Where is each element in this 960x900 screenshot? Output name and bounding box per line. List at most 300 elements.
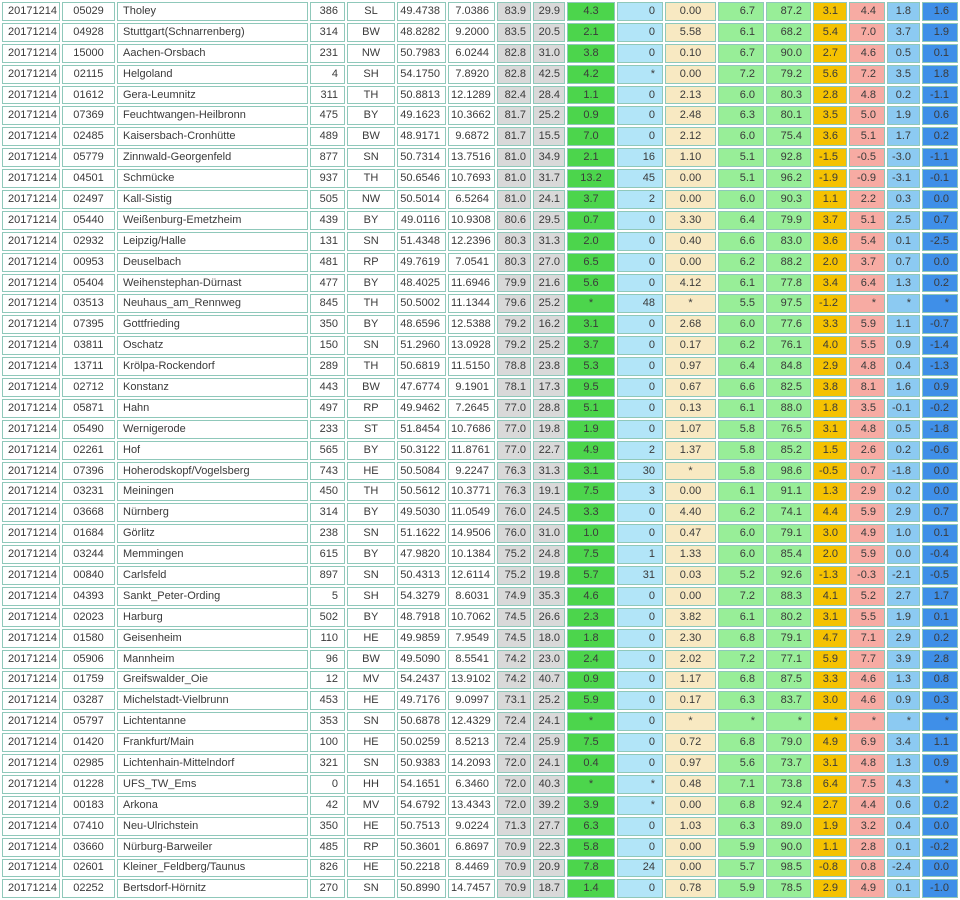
cell-metric-cyan: 0 [617,399,663,418]
cell-metric-salmon: 4.4 [849,2,885,21]
cell-station-id: 04928 [62,23,115,42]
cell-longitude: 11.1344 [448,294,495,313]
cell-metric-blue: 1.1 [922,733,958,752]
cell-metric-lightgreen-1: 7.2 [718,650,764,669]
cell-metric-lightgreen-1: 6.7 [718,44,764,63]
cell-metric-green: 1.9 [567,420,615,439]
cell-station-name: Helgoland [117,65,308,84]
cell-metric-rel-2: 25.9 [533,733,565,752]
cell-station-id: 05871 [62,399,115,418]
cell-metric-cyan: 0 [617,232,663,251]
table-row [2,23,958,42]
cell-state-code: SN [347,336,395,355]
cell-metric-rel-2: 19.1 [533,482,565,501]
cell-latitude: 50.6546 [397,169,446,188]
cell-metric-cyan: 0 [617,357,663,376]
cell-metric-cyan: 30 [617,462,663,481]
cell-latitude: 50.0259 [397,733,446,752]
cell-metric-lightblue: 2.9 [887,629,920,648]
cell-metric-blue: 2.8 [922,650,958,669]
cell-elevation: 937 [310,169,345,188]
cell-latitude: 47.6774 [397,378,446,397]
cell-longitude: 12.1289 [448,86,495,105]
cell-metric-salmon: 5.5 [849,608,885,627]
cell-state-code: BY [347,503,395,522]
cell-station-name: Carlsfeld [117,566,308,585]
cell-metric-lightgreen-1: 6.8 [718,733,764,752]
cell-metric-rel-1: 77.0 [497,399,531,418]
cell-metric-salmon: 5.5 [849,336,885,355]
cell-metric-salmon: -0.3 [849,566,885,585]
cell-metric-lightgreen-1: 6.1 [718,399,764,418]
table-row [2,524,958,543]
cell-longitude: 13.9102 [448,671,495,690]
cell-metric-rel-2: 39.2 [533,796,565,815]
cell-state-code: RP [347,253,395,272]
cell-metric-precip: 0.00 [665,587,716,606]
cell-metric-lightgreen-2: 73.7 [766,754,811,773]
cell-metric-salmon: 7.0 [849,23,885,42]
cell-state-code: SN [347,712,395,731]
cell-date: 20171214 [2,315,60,334]
cell-metric-rel-1: 72.0 [497,796,531,815]
cell-metric-lightblue: 1.9 [887,608,920,627]
cell-metric-precip: 0.48 [665,775,716,794]
cell-station-id: 01759 [62,671,115,690]
cell-metric-lightgreen-2: 91.1 [766,482,811,501]
cell-metric-lightblue: 1.3 [887,754,920,773]
cell-metric-lightgreen-2: 85.2 [766,441,811,460]
table-row [2,211,958,230]
cell-metric-green: 3.8 [567,44,615,63]
cell-station-name: Neuhaus_am_Rennweg [117,294,308,313]
cell-metric-lightgreen-2: 75.4 [766,127,811,146]
cell-station-name: Harburg [117,608,308,627]
cell-metric-lightgreen-2: 76.1 [766,336,811,355]
cell-metric-amber: 3.1 [813,754,847,773]
cell-metric-rel-2: 31.0 [533,524,565,543]
cell-metric-green: 0.4 [567,754,615,773]
cell-metric-lightgreen-2: 83.0 [766,232,811,251]
cell-station-name: Deuselbach [117,253,308,272]
cell-metric-amber: 1.8 [813,399,847,418]
cell-station-name: Schmücke [117,169,308,188]
cell-metric-lightblue: 0.1 [887,879,920,898]
cell-metric-cyan: 0 [617,315,663,334]
cell-metric-lightgreen-1: 5.9 [718,838,764,857]
cell-station-name: Konstanz [117,378,308,397]
cell-metric-amber: 5.4 [813,23,847,42]
cell-metric-green: 3.1 [567,315,615,334]
cell-metric-rel-1: 80.6 [497,211,531,230]
cell-metric-rel-1: 81.0 [497,190,531,209]
cell-station-id: 13711 [62,357,115,376]
cell-metric-lightgreen-2: 87.2 [766,2,811,21]
cell-metric-cyan: 0 [617,211,663,230]
cell-metric-cyan: * [617,796,663,815]
cell-station-id: 02023 [62,608,115,627]
cell-date: 20171214 [2,503,60,522]
cell-metric-blue: 0.2 [922,274,958,293]
cell-metric-precip: 2.02 [665,650,716,669]
cell-metric-salmon: 6.9 [849,733,885,752]
cell-elevation: 314 [310,23,345,42]
cell-station-name: Stuttgart(Schnarrenberg) [117,23,308,42]
cell-metric-salmon: 0.8 [849,859,885,878]
cell-metric-lightgreen-1: 5.9 [718,879,764,898]
cell-latitude: 48.9171 [397,127,446,146]
cell-date: 20171214 [2,420,60,439]
cell-station-name: Hoherodskopf/Vogelsberg [117,462,308,481]
cell-elevation: 743 [310,462,345,481]
cell-state-code: TH [347,357,395,376]
cell-latitude: 47.9820 [397,545,446,564]
cell-metric-precip: 2.13 [665,86,716,105]
table-row [2,608,958,627]
cell-metric-lightblue: 1.0 [887,524,920,543]
cell-metric-lightgreen-1: 5.1 [718,148,764,167]
cell-metric-rel-2: 26.6 [533,608,565,627]
cell-metric-lightgreen-2: 90.0 [766,44,811,63]
cell-metric-precip: 0.78 [665,879,716,898]
cell-station-id: 05404 [62,274,115,293]
cell-metric-precip: 0.10 [665,44,716,63]
cell-metric-salmon: 0.7 [849,462,885,481]
cell-elevation: 485 [310,838,345,857]
cell-metric-amber: 3.6 [813,127,847,146]
cell-elevation: 110 [310,629,345,648]
cell-state-code: NW [347,44,395,63]
cell-longitude: 13.4343 [448,796,495,815]
cell-metric-green: 7.5 [567,545,615,564]
cell-metric-rel-1: 72.0 [497,754,531,773]
cell-metric-precip: 1.03 [665,817,716,836]
cell-longitude: 10.9308 [448,211,495,230]
cell-station-id: 02497 [62,190,115,209]
cell-date: 20171214 [2,629,60,648]
cell-metric-salmon: 5.2 [849,587,885,606]
cell-metric-rel-2: 24.8 [533,545,565,564]
cell-metric-rel-1: 79.2 [497,315,531,334]
cell-metric-cyan: 0 [617,587,663,606]
cell-longitude: 9.0224 [448,817,495,836]
cell-elevation: 505 [310,190,345,209]
cell-date: 20171214 [2,148,60,167]
cell-latitude: 50.7983 [397,44,446,63]
cell-metric-salmon: 4.9 [849,524,885,543]
cell-metric-rel-2: 21.6 [533,274,565,293]
cell-station-name: Arkona [117,796,308,815]
cell-metric-lightgreen-1: 6.6 [718,378,764,397]
cell-metric-blue: -0.5 [922,566,958,585]
cell-elevation: 321 [310,754,345,773]
cell-state-code: MV [347,796,395,815]
cell-metric-amber: 3.1 [813,608,847,627]
cell-station-id: 01228 [62,775,115,794]
cell-station-name: Bertsdorf-Hörnitz [117,879,308,898]
cell-station-name: Kall-Sistig [117,190,308,209]
cell-station-name: Hof [117,441,308,460]
cell-metric-precip: 0.17 [665,691,716,710]
cell-metric-amber: 4.1 [813,587,847,606]
cell-metric-rel-2: 34.9 [533,148,565,167]
cell-metric-lightblue: 1.1 [887,315,920,334]
table-row [2,294,958,313]
cell-metric-green: 7.5 [567,482,615,501]
table-row [2,859,958,878]
cell-metric-cyan: 0 [617,106,663,125]
cell-metric-blue: 0.8 [922,671,958,690]
cell-latitude: 54.1750 [397,65,446,84]
cell-metric-cyan: 0 [617,712,663,731]
cell-latitude: 51.4348 [397,232,446,251]
cell-metric-lightblue: -3.1 [887,169,920,188]
cell-metric-rel-2: 27.0 [533,253,565,272]
cell-date: 20171214 [2,190,60,209]
cell-station-id: 00953 [62,253,115,272]
cell-longitude: 8.5541 [448,650,495,669]
cell-metric-blue: 1.9 [922,23,958,42]
cell-metric-lightgreen-2: 92.8 [766,148,811,167]
cell-metric-rel-2: 28.4 [533,86,565,105]
cell-metric-precip: * [665,462,716,481]
table-row [2,253,958,272]
cell-station-id: 05906 [62,650,115,669]
cell-metric-rel-2: 31.3 [533,232,565,251]
cell-metric-amber: 1.9 [813,817,847,836]
cell-longitude: 12.4329 [448,712,495,731]
cell-metric-green: 2.1 [567,148,615,167]
cell-elevation: 453 [310,691,345,710]
cell-elevation: 238 [310,524,345,543]
cell-latitude: 49.5090 [397,650,446,669]
cell-metric-amber: 2.7 [813,44,847,63]
cell-elevation: 350 [310,315,345,334]
cell-station-name: Gera-Leumnitz [117,86,308,105]
cell-metric-lightgreen-2: 92.4 [766,796,811,815]
cell-metric-lightgreen-1: 7.2 [718,65,764,84]
cell-metric-salmon: 5.0 [849,106,885,125]
cell-metric-rel-1: 80.3 [497,232,531,251]
cell-metric-rel-2: 18.7 [533,879,565,898]
table-row [2,190,958,209]
cell-metric-amber: 1.5 [813,441,847,460]
cell-metric-cyan: 45 [617,169,663,188]
cell-metric-green: 2.1 [567,23,615,42]
table-row [2,545,958,564]
cell-station-id: 01420 [62,733,115,752]
cell-metric-lightgreen-2: 79.0 [766,733,811,752]
cell-station-name: Tholey [117,2,308,21]
cell-latitude: 50.3122 [397,441,446,460]
cell-state-code: SN [347,524,395,543]
cell-elevation: 131 [310,232,345,251]
cell-longitude: 11.5150 [448,357,495,376]
cell-longitude: 14.2093 [448,754,495,773]
cell-elevation: 5 [310,587,345,606]
cell-metric-lightgreen-1: 6.0 [718,86,764,105]
cell-metric-cyan: 0 [617,733,663,752]
cell-metric-rel-2: 20.9 [533,859,565,878]
cell-date: 20171214 [2,2,60,21]
cell-metric-salmon: 7.2 [849,65,885,84]
table-row [2,420,958,439]
cell-station-id: 03231 [62,482,115,501]
cell-date: 20171214 [2,462,60,481]
cell-longitude: 13.0928 [448,336,495,355]
cell-metric-salmon: 6.4 [849,274,885,293]
cell-metric-salmon: * [849,712,885,731]
cell-state-code: SN [347,754,395,773]
cell-metric-amber: 3.3 [813,315,847,334]
cell-metric-blue: -1.3 [922,357,958,376]
cell-date: 20171214 [2,482,60,501]
cell-longitude: 10.3771 [448,482,495,501]
cell-state-code: SN [347,232,395,251]
cell-metric-rel-2: 23.0 [533,650,565,669]
table-row [2,712,958,731]
cell-station-id: 03668 [62,503,115,522]
cell-metric-blue: -0.7 [922,315,958,334]
cell-metric-lightblue: 2.5 [887,211,920,230]
cell-metric-rel-2: 42.5 [533,65,565,84]
cell-metric-salmon: 4.8 [849,357,885,376]
cell-station-name: Meiningen [117,482,308,501]
cell-elevation: 877 [310,148,345,167]
cell-metric-lightgreen-1: 6.4 [718,211,764,230]
cell-station-name: Nürburg-Barweiler [117,838,308,857]
cell-latitude: 48.7918 [397,608,446,627]
cell-station-id: 03244 [62,545,115,564]
table-row [2,441,958,460]
cell-metric-rel-1: 82.8 [497,65,531,84]
cell-metric-rel-2: 19.8 [533,566,565,585]
cell-metric-lightgreen-2: 88.2 [766,253,811,272]
cell-metric-green: 4.3 [567,2,615,21]
cell-longitude: 7.0386 [448,2,495,21]
cell-metric-green: 5.1 [567,399,615,418]
table-row [2,86,958,105]
cell-longitude: 12.5388 [448,315,495,334]
cell-metric-lightgreen-2: 80.2 [766,608,811,627]
cell-metric-cyan: 0 [617,378,663,397]
cell-station-id: 04501 [62,169,115,188]
cell-metric-cyan: 0 [617,608,663,627]
cell-metric-lightgreen-2: 96.2 [766,169,811,188]
cell-longitude: 12.2396 [448,232,495,251]
cell-metric-blue: 1.6 [922,2,958,21]
cell-metric-lightgreen-2: 68.2 [766,23,811,42]
cell-metric-rel-2: 23.8 [533,357,565,376]
cell-metric-rel-1: 74.2 [497,650,531,669]
cell-metric-rel-1: 74.2 [497,671,531,690]
cell-metric-cyan: 0 [617,691,663,710]
cell-metric-lightblue: 1.8 [887,2,920,21]
cell-elevation: 502 [310,608,345,627]
cell-station-name: Gottfrieding [117,315,308,334]
cell-metric-cyan: 0 [617,420,663,439]
cell-latitude: 50.5084 [397,462,446,481]
cell-station-name: Aachen-Orsbach [117,44,308,63]
cell-metric-rel-1: 83.9 [497,2,531,21]
cell-metric-rel-1: 76.0 [497,524,531,543]
cell-metric-green: 5.8 [567,838,615,857]
cell-state-code: HE [347,629,395,648]
cell-metric-cyan: 1 [617,545,663,564]
cell-metric-blue: 1.7 [922,587,958,606]
cell-metric-blue: 0.0 [922,462,958,481]
table-row [2,817,958,836]
cell-metric-rel-1: 76.0 [497,503,531,522]
cell-metric-lightgreen-2: 82.5 [766,378,811,397]
cell-date: 20171214 [2,211,60,230]
cell-metric-lightgreen-1: 5.8 [718,441,764,460]
cell-date: 20171214 [2,378,60,397]
cell-latitude: 50.3601 [397,838,446,857]
cell-metric-cyan: 24 [617,859,663,878]
cell-metric-rel-1: 78.1 [497,378,531,397]
cell-metric-lightgreen-1: 6.0 [718,315,764,334]
cell-metric-lightblue: -2.1 [887,566,920,585]
cell-state-code: HE [347,817,395,836]
cell-metric-green: 7.0 [567,127,615,146]
cell-metric-lightgreen-1: 6.1 [718,608,764,627]
cell-latitude: 50.5612 [397,482,446,501]
cell-latitude: 54.2437 [397,671,446,690]
cell-metric-green: 7.5 [567,733,615,752]
cell-elevation: 233 [310,420,345,439]
table-row [2,232,958,251]
table-row [2,274,958,293]
cell-longitude: 9.1901 [448,378,495,397]
cell-metric-lightgreen-1: 6.3 [718,691,764,710]
cell-metric-lightgreen-1: 7.2 [718,587,764,606]
cell-state-code: HE [347,859,395,878]
cell-latitude: 50.4313 [397,566,446,585]
cell-metric-blue: -0.6 [922,441,958,460]
cell-metric-precip: 4.40 [665,503,716,522]
cell-state-code: TH [347,169,395,188]
cell-metric-salmon: 4.8 [849,754,885,773]
cell-metric-cyan: 0 [617,503,663,522]
cell-station-id: 07410 [62,817,115,836]
cell-latitude: 48.4025 [397,274,446,293]
cell-metric-green: 3.1 [567,462,615,481]
cell-longitude: 6.8697 [448,838,495,857]
cell-metric-lightgreen-2: 98.6 [766,462,811,481]
table-row [2,148,958,167]
cell-metric-salmon: 4.9 [849,879,885,898]
cell-metric-lightblue: 0.2 [887,482,920,501]
table-row [2,315,958,334]
cell-latitude: 50.8990 [397,879,446,898]
cell-metric-salmon: * [849,294,885,313]
cell-metric-salmon: 5.9 [849,545,885,564]
cell-metric-blue: 0.2 [922,629,958,648]
cell-station-name: Krölpa-Rockendorf [117,357,308,376]
cell-metric-precip: 2.68 [665,315,716,334]
cell-elevation: 439 [310,211,345,230]
cell-station-id: 02601 [62,859,115,878]
cell-metric-cyan: * [617,775,663,794]
cell-metric-lightblue: 0.9 [887,691,920,710]
cell-metric-lightgreen-2: 79.1 [766,524,811,543]
cell-metric-rel-2: 40.7 [533,671,565,690]
cell-longitude: 8.5213 [448,733,495,752]
cell-state-code: RP [347,838,395,857]
cell-metric-rel-2: 28.8 [533,399,565,418]
cell-metric-green: 0.9 [567,106,615,125]
